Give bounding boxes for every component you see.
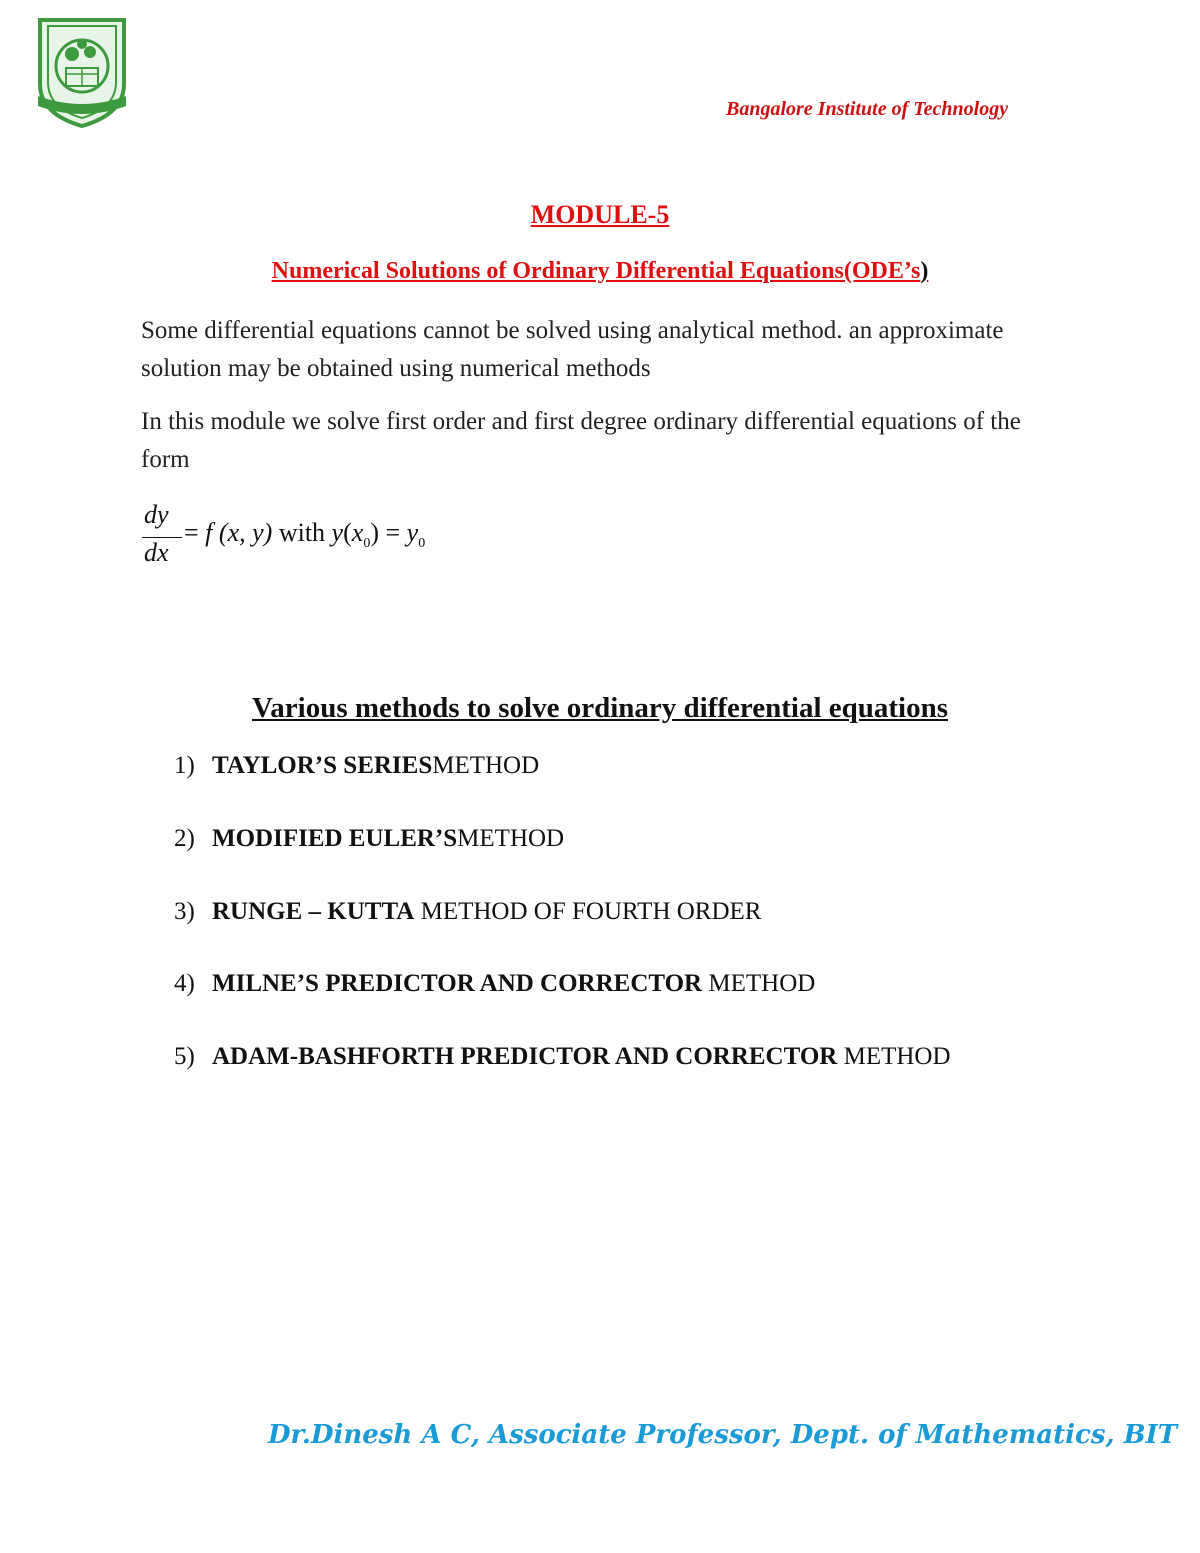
method-item	[174, 825, 564, 853]
subtitle-text: Numerical Solutions of Ordinary Differential Equations(ODE’s	[271, 258, 921, 284]
method-number: 4)	[174, 970, 195, 997]
method-item	[174, 1043, 951, 1071]
method-item	[174, 898, 761, 926]
method-item	[174, 970, 815, 998]
eq-f: f	[205, 518, 213, 547]
fraction-numerator: dy	[144, 500, 169, 529]
method-suffix: METHOD	[702, 970, 816, 997]
method-name: RUNGE – KUTTA	[212, 898, 415, 925]
eq-lparen: (	[343, 518, 352, 547]
scope-paragraph: In this module we solve first order and first degree ordinary differential equations of the form	[141, 408, 1021, 473]
intro-paragraph: Some differential equations cannot be solved using analytical method. an approximate solution may be obtained using numerical methods	[141, 317, 1004, 382]
method-number: 1)	[174, 752, 195, 779]
method-suffix: METHOD OF FOURTH ORDER	[414, 898, 762, 925]
method-suffix: METHOD	[457, 825, 565, 852]
module-title: MODULE-5	[530, 200, 670, 229]
method-number: 3)	[174, 898, 195, 925]
eq-sub0b: 0	[418, 536, 426, 551]
fraction-denominator: dx	[144, 538, 169, 567]
institute-name: Bangalore Institute of Technology	[726, 98, 1009, 120]
author-footer: Dr.Dinesh A C, Associate Professor, Dept. of Mathematics, BIT	[268, 1420, 1178, 1450]
eq-sub0: 0	[363, 536, 371, 551]
eq-y0: y	[406, 518, 419, 547]
eq-with: with	[272, 518, 332, 547]
eq-y: y	[331, 518, 344, 547]
college-emblem-icon	[32, 14, 132, 130]
method-name: ADAM-BASHFORTH PREDICTOR AND CORRECTOR	[212, 1043, 838, 1070]
method-number: 2)	[174, 825, 195, 852]
method-number: 5)	[174, 1043, 195, 1070]
method-item	[174, 752, 539, 780]
method-name: MILNE’S PREDICTOR AND CORRECTOR	[212, 970, 703, 997]
eq-x: x	[351, 518, 364, 547]
method-suffix: METHOD	[432, 752, 540, 779]
method-suffix: METHOD	[837, 1043, 951, 1070]
method-name: MODIFIED EULER’S	[212, 825, 458, 852]
eq-rparen: ) =	[370, 518, 407, 547]
eq-equals: =	[184, 518, 206, 547]
module-subtitle	[0, 258, 1200, 285]
methods-heading: Various methods to solve ordinary differential equations	[251, 692, 949, 724]
eq-args: (x, y)	[218, 518, 273, 547]
method-name: TAYLOR’S SERIES	[212, 752, 433, 779]
equation-rhs	[184, 518, 425, 552]
subtitle-close-paren: )	[920, 258, 929, 284]
